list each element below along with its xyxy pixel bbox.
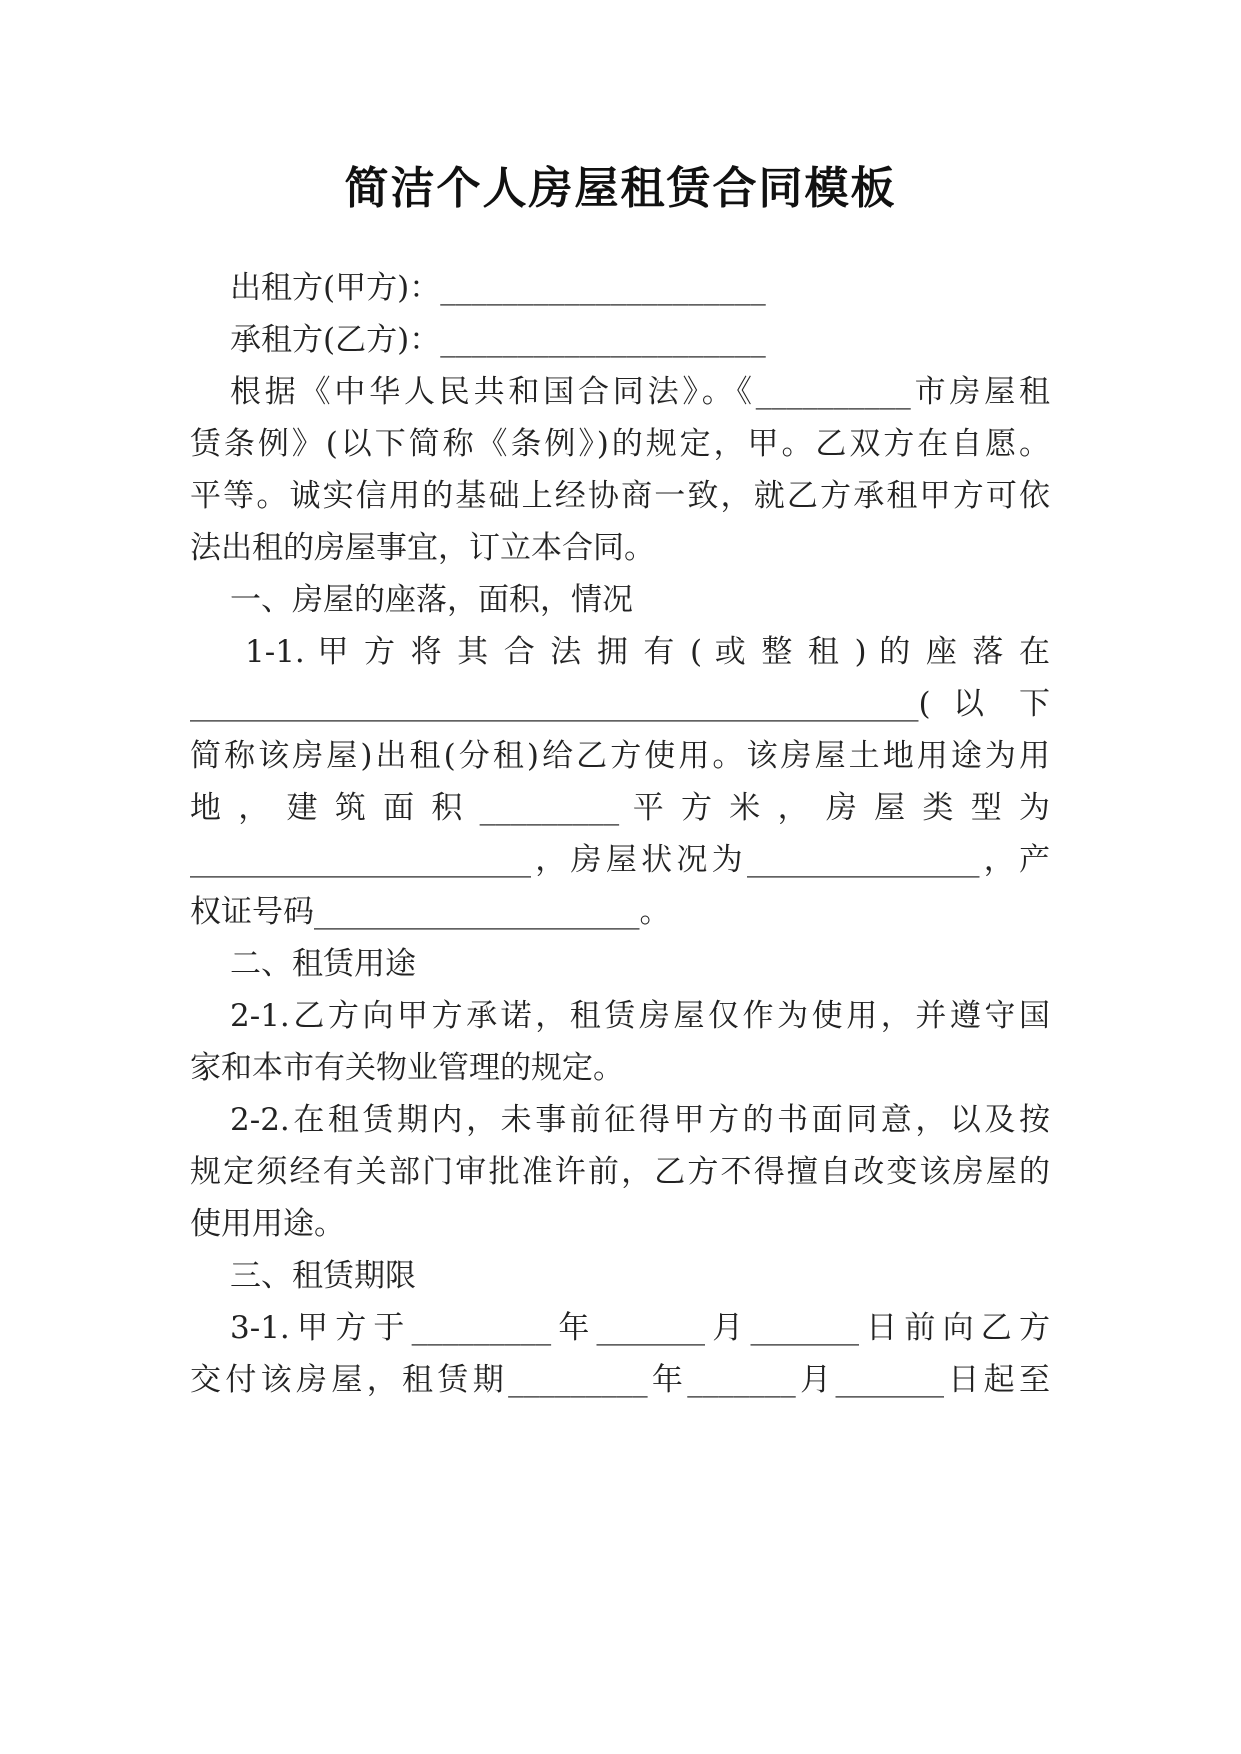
- paragraph-line: 交付该房屋，租赁期_________年_______月_______日起至: [190, 1362, 1050, 1398]
- section-heading: 一、房屋的座落，面积，情况: [230, 582, 633, 618]
- document-title: 简洁个人房屋租赁合同模板: [344, 163, 897, 214]
- section-heading: 三、租赁期限: [230, 1258, 416, 1294]
- paragraph-line: 3-1.甲方于_________年_______月_______日前向乙方: [230, 1310, 1050, 1346]
- paragraph-line: 地 ， 建 筑 面 积 _________ 平 方 米 ， 房 屋 类 型 为: [190, 790, 1050, 826]
- paragraph-line: 平等。诚实信用的基础上经协商一致，就乙方承租甲方可依: [190, 478, 1050, 514]
- section-heading: 二、租赁用途: [230, 946, 416, 982]
- paragraph-line: 家和本市有关物业管理的规定。: [190, 1050, 624, 1086]
- paragraph-line: ______________________，房屋状况为_______________，产: [190, 842, 1050, 878]
- paragraph-line: 根据《中华人民共和国合同法》。《__________市房屋租: [230, 374, 1050, 410]
- paragraph-line: 赁条例》(以下简称《条例》)的规定，甲。乙双方在自愿。: [190, 426, 1050, 462]
- paragraph-line: 2-1.乙方向甲方承诺，租赁房屋仅作为使用，并遵守国: [230, 998, 1050, 1034]
- paragraph-line: 使用用途。: [190, 1206, 345, 1242]
- lessor-line: 出租方(甲方)：_____________________: [230, 270, 766, 306]
- paragraph-line: 规定须经有关部门审批准许前，乙方不得擅自改变该房屋的: [190, 1154, 1050, 1190]
- lessee-line: 承租方(乙方)：_____________________: [230, 322, 766, 358]
- paragraph-line: _______________________________________________( 以 下: [190, 686, 1050, 722]
- paragraph-line: 简称该房屋)出租(分租)给乙方使用。该房屋土地用途为用: [190, 738, 1050, 774]
- paragraph-line: 法出租的房屋事宜，订立本合同。: [190, 530, 655, 566]
- paragraph-line: 权证号码_____________________。: [190, 894, 671, 930]
- paragraph-line: 1-1. 甲 方 将 其 合 法 拥 有 ( 或 整 租 ) 的 座 落 在: [245, 634, 1050, 670]
- paragraph-line: 2-2.在租赁期内，未事前征得甲方的书面同意，以及按: [230, 1102, 1050, 1138]
